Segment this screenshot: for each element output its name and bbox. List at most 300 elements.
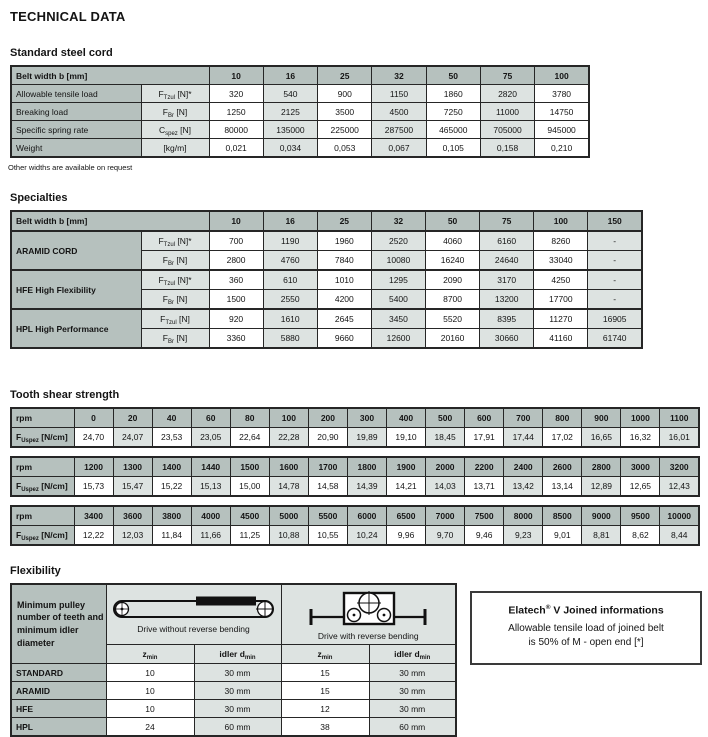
rpm-value: 20 bbox=[113, 408, 152, 428]
data-cell: 1960 bbox=[317, 231, 371, 251]
data-cell: 30 mm bbox=[369, 664, 456, 682]
data-cell: 30 mm bbox=[369, 682, 456, 700]
data-cell: 15,22 bbox=[152, 477, 191, 497]
rpm-value: 40 bbox=[152, 408, 191, 428]
data-cell: 13200 bbox=[480, 290, 534, 310]
data-cell: 4200 bbox=[317, 290, 371, 310]
data-cell: 3780 bbox=[535, 85, 589, 103]
data-cell: 12,03 bbox=[113, 526, 152, 546]
symbol-label: idler $d_{min}$ bbox=[219, 649, 256, 661]
subheader-cell bbox=[106, 645, 194, 664]
f-uspez-row bbox=[11, 428, 699, 448]
column-header: 16 bbox=[263, 66, 317, 85]
symbol-label: $z_{min}$ bbox=[317, 649, 333, 661]
row-label: Allowable tensile load bbox=[11, 85, 141, 103]
data-cell: 2550 bbox=[263, 290, 317, 310]
data-cell: 1610 bbox=[263, 309, 317, 329]
data-cell: 30 mm bbox=[194, 700, 281, 718]
row-label: Weight bbox=[11, 139, 141, 158]
subheader-cell bbox=[194, 645, 281, 664]
data-cell: 9,70 bbox=[426, 526, 465, 546]
data-cell: 14,58 bbox=[308, 477, 347, 497]
data-cell: 13,14 bbox=[543, 477, 582, 497]
rpm-value: 9000 bbox=[582, 506, 621, 526]
data-cell: 15,47 bbox=[113, 477, 152, 497]
row-label: HFE bbox=[11, 700, 106, 718]
data-cell: 0,067 bbox=[372, 139, 426, 158]
data-cell: 10 bbox=[106, 664, 194, 682]
rpm-value: 7000 bbox=[426, 506, 465, 526]
rpm-header-row bbox=[11, 506, 699, 526]
data-cell: 9,46 bbox=[465, 526, 504, 546]
data-cell: 5520 bbox=[426, 309, 480, 329]
data-cell: 22,28 bbox=[269, 428, 308, 448]
data-cell: 10,88 bbox=[269, 526, 308, 546]
symbol-cell bbox=[141, 231, 209, 251]
tooth-shear-table bbox=[10, 456, 700, 497]
data-cell: 11,25 bbox=[230, 526, 269, 546]
data-cell: 2820 bbox=[480, 85, 534, 103]
data-cell: 465000 bbox=[426, 121, 480, 139]
data-cell: 30660 bbox=[480, 329, 534, 349]
column-header: 10 bbox=[209, 211, 263, 231]
data-cell: 5880 bbox=[263, 329, 317, 349]
f-uspez-row bbox=[11, 526, 699, 546]
symbol-label: $F_{Tzul}$ [N]* bbox=[158, 236, 192, 248]
data-cell: 19,89 bbox=[347, 428, 386, 448]
data-cell: 14,78 bbox=[269, 477, 308, 497]
rpm-value: 800 bbox=[543, 408, 582, 428]
symbol-label: $F_{Br}$ [N] bbox=[162, 255, 188, 267]
data-cell: 12 bbox=[281, 700, 369, 718]
rpm-value: 3000 bbox=[621, 457, 660, 477]
data-cell: 16,65 bbox=[582, 428, 621, 448]
data-cell: 3450 bbox=[371, 309, 425, 329]
flexibility-table bbox=[10, 583, 457, 737]
flexibility-data-row bbox=[11, 682, 456, 700]
rpm-value: 1700 bbox=[308, 457, 347, 477]
flexibility-data-row bbox=[11, 700, 456, 718]
rpm-value: 1600 bbox=[269, 457, 308, 477]
registered-trademark-symbol: ® bbox=[545, 604, 551, 611]
data-cell: 4250 bbox=[534, 270, 588, 290]
column-header: 150 bbox=[588, 211, 642, 231]
drive-with-reverse-bending-icon bbox=[308, 589, 428, 629]
symbol-label: [kg/m] bbox=[163, 142, 187, 153]
header-row bbox=[11, 211, 642, 231]
symbol-label: idler $d_{min}$ bbox=[394, 649, 431, 661]
data-cell: - bbox=[588, 270, 642, 290]
data-cell: 360 bbox=[209, 270, 263, 290]
data-cell: 13,71 bbox=[465, 477, 504, 497]
rpm-value: 6500 bbox=[387, 506, 426, 526]
symbol-label: $F_{Br}$ [N] bbox=[162, 333, 188, 345]
data-cell: 1860 bbox=[426, 85, 480, 103]
data-cell: 33040 bbox=[534, 251, 588, 271]
rpm-value: 1000 bbox=[621, 408, 660, 428]
rpm-value: 4500 bbox=[230, 506, 269, 526]
data-cell: 20,90 bbox=[308, 428, 347, 448]
data-cell: 41160 bbox=[534, 329, 588, 349]
joined-box-line2: is 50% of M - open end [*] bbox=[528, 636, 644, 648]
drive-without-reverse-bending-icon bbox=[111, 596, 276, 622]
belt-width-corner-label: Belt width b [mm] bbox=[11, 66, 209, 85]
data-cell: 9,96 bbox=[387, 526, 426, 546]
symbol-cell bbox=[141, 309, 209, 329]
rpm-label: rpm bbox=[11, 506, 74, 526]
page-title: TECHNICAL DATA bbox=[10, 9, 126, 24]
brand-name: Elatech bbox=[508, 604, 546, 617]
data-cell: 2520 bbox=[371, 231, 425, 251]
data-cell: 1150 bbox=[372, 85, 426, 103]
subheader-cell bbox=[281, 645, 369, 664]
data-cell: 9,01 bbox=[543, 526, 582, 546]
data-cell: 0,158 bbox=[480, 139, 534, 158]
data-cell: 1500 bbox=[209, 290, 263, 310]
group-label: ARAMID CORD bbox=[11, 231, 141, 270]
column-header: 75 bbox=[480, 66, 534, 85]
data-cell: - bbox=[588, 290, 642, 310]
rpm-value: 100 bbox=[269, 408, 308, 428]
data-cell: 17,02 bbox=[543, 428, 582, 448]
data-cell: 80000 bbox=[209, 121, 263, 139]
row-label: STANDARD bbox=[11, 664, 106, 682]
rpm-value: 5500 bbox=[308, 506, 347, 526]
rpm-value: 2000 bbox=[426, 457, 465, 477]
rpm-value: 1400 bbox=[152, 457, 191, 477]
data-cell: 15,13 bbox=[191, 477, 230, 497]
column-header: 32 bbox=[371, 211, 425, 231]
data-cell: 920 bbox=[209, 309, 263, 329]
rpm-value: 700 bbox=[504, 408, 543, 428]
rpm-value: 2400 bbox=[504, 457, 543, 477]
data-cell: 20160 bbox=[426, 329, 480, 349]
data-cell: 7250 bbox=[426, 103, 480, 121]
specialties-table bbox=[10, 210, 643, 349]
data-cell: 0,053 bbox=[318, 139, 372, 158]
flexibility-header-row bbox=[11, 584, 456, 645]
rpm-value: 3800 bbox=[152, 506, 191, 526]
flexibility-data-row bbox=[11, 664, 456, 682]
symbol-cell bbox=[141, 139, 209, 158]
data-cell: 4060 bbox=[426, 231, 480, 251]
rpm-value: 0 bbox=[74, 408, 113, 428]
data-cell: 12,65 bbox=[621, 477, 660, 497]
data-cell: 287500 bbox=[372, 121, 426, 139]
rpm-header-row bbox=[11, 408, 699, 428]
data-cell: 0,105 bbox=[426, 139, 480, 158]
data-cell: 24 bbox=[106, 718, 194, 737]
data-cell: 4760 bbox=[263, 251, 317, 271]
rpm-value: 500 bbox=[426, 408, 465, 428]
rpm-value: 8500 bbox=[543, 506, 582, 526]
data-cell: 7840 bbox=[317, 251, 371, 271]
column-header: 75 bbox=[480, 211, 534, 231]
rpm-value: 2200 bbox=[465, 457, 504, 477]
drive-with-reverse-bending-cell bbox=[281, 584, 456, 645]
data-cell: 23,05 bbox=[191, 428, 230, 448]
data-cell: 17,91 bbox=[465, 428, 504, 448]
data-cell: 4500 bbox=[372, 103, 426, 121]
data-cell: 10,55 bbox=[308, 526, 347, 546]
data-cell: 30 mm bbox=[194, 682, 281, 700]
tooth-shear-tables-container bbox=[0, 407, 708, 546]
rpm-value: 80 bbox=[230, 408, 269, 428]
f-uspez-label bbox=[11, 428, 74, 448]
column-header: 100 bbox=[534, 211, 588, 231]
rpm-value: 400 bbox=[387, 408, 426, 428]
rpm-value: 200 bbox=[308, 408, 347, 428]
flexibility-data-row bbox=[11, 718, 456, 737]
symbol-label: $C_{spez}$ [N] bbox=[158, 124, 192, 137]
symbol-label: $F_{Uspez}$ [N/cm] bbox=[16, 530, 68, 542]
data-cell: 12600 bbox=[371, 329, 425, 349]
data-cell: 0,021 bbox=[209, 139, 263, 158]
joined-box-title-rest: V Joined informations bbox=[550, 604, 664, 617]
data-cell: 3170 bbox=[480, 270, 534, 290]
data-cell: 0,034 bbox=[263, 139, 317, 158]
data-cell: 12,22 bbox=[74, 526, 113, 546]
rpm-header-row bbox=[11, 457, 699, 477]
rpm-value: 60 bbox=[191, 408, 230, 428]
data-cell: 8260 bbox=[534, 231, 588, 251]
data-cell: 23,53 bbox=[152, 428, 191, 448]
data-cell: 705000 bbox=[480, 121, 534, 139]
data-cell: 320 bbox=[209, 85, 263, 103]
column-header: 50 bbox=[426, 211, 480, 231]
data-cell: 12,89 bbox=[582, 477, 621, 497]
symbol-cell bbox=[141, 121, 209, 139]
data-cell: 24,07 bbox=[113, 428, 152, 448]
rpm-value: 2600 bbox=[543, 457, 582, 477]
rpm-label: rpm bbox=[11, 457, 74, 477]
section-title-specialties: Specialties bbox=[10, 192, 68, 204]
symbol-label: $z_{min}$ bbox=[142, 649, 158, 661]
data-cell: 700 bbox=[209, 231, 263, 251]
header-row bbox=[11, 66, 589, 85]
data-cell: 17,44 bbox=[504, 428, 543, 448]
table-row bbox=[11, 121, 589, 139]
row-label: Breaking load bbox=[11, 103, 141, 121]
data-cell: 0,210 bbox=[535, 139, 589, 158]
symbol-label: $F_{Tzul}$ [N]* bbox=[158, 275, 192, 287]
column-header: 100 bbox=[535, 66, 589, 85]
symbol-label: $F_{Br}$ [N] bbox=[162, 294, 188, 306]
column-header: 10 bbox=[209, 66, 263, 85]
joined-informations-box bbox=[470, 591, 702, 665]
symbol-cell bbox=[141, 329, 209, 349]
data-cell: 3500 bbox=[318, 103, 372, 121]
data-cell: 14,03 bbox=[426, 477, 465, 497]
symbol-cell bbox=[141, 251, 209, 271]
data-cell: 8700 bbox=[426, 290, 480, 310]
joined-box-title bbox=[476, 604, 696, 617]
symbol-label: $F_{Tzul}$ [N] bbox=[160, 314, 190, 326]
data-cell: 2645 bbox=[317, 309, 371, 329]
data-cell: 11,84 bbox=[152, 526, 191, 546]
section-title-tooth-shear-strength: Tooth shear strength bbox=[10, 389, 120, 401]
rpm-value: 1300 bbox=[113, 457, 152, 477]
rpm-value: 1900 bbox=[387, 457, 426, 477]
data-cell: 14750 bbox=[535, 103, 589, 121]
data-cell: 1190 bbox=[263, 231, 317, 251]
f-uspez-label bbox=[11, 477, 74, 497]
data-cell: 6160 bbox=[480, 231, 534, 251]
rpm-value: 8000 bbox=[504, 506, 543, 526]
data-cell: 8,62 bbox=[621, 526, 660, 546]
data-cell: 2125 bbox=[263, 103, 317, 121]
rpm-value: 5000 bbox=[269, 506, 308, 526]
data-cell: 2090 bbox=[426, 270, 480, 290]
data-cell: 15 bbox=[281, 664, 369, 682]
tooth-shear-table bbox=[10, 407, 700, 448]
rpm-value: 1440 bbox=[191, 457, 230, 477]
rpm-value: 1500 bbox=[230, 457, 269, 477]
table-row bbox=[11, 139, 589, 158]
data-cell: 610 bbox=[263, 270, 317, 290]
rpm-value: 4000 bbox=[191, 506, 230, 526]
data-cell: 16,01 bbox=[660, 428, 699, 448]
row-label: ARAMID bbox=[11, 682, 106, 700]
data-cell: 10 bbox=[106, 700, 194, 718]
f-uspez-row bbox=[11, 477, 699, 497]
diagram-caption-without-reverse-bending: Drive without reverse bending bbox=[137, 624, 250, 634]
table-row bbox=[11, 103, 589, 121]
standard-steel-cord-table bbox=[10, 65, 590, 158]
data-cell: 11,66 bbox=[191, 526, 230, 546]
rpm-value: 10000 bbox=[660, 506, 699, 526]
data-cell: 38 bbox=[281, 718, 369, 737]
data-cell: 16,32 bbox=[621, 428, 660, 448]
flexibility-row bbox=[0, 583, 708, 737]
column-header: 50 bbox=[426, 66, 480, 85]
data-cell: 945000 bbox=[535, 121, 589, 139]
rpm-value: 6000 bbox=[347, 506, 386, 526]
belt-width-corner-label: Belt width b [mm] bbox=[11, 211, 209, 231]
data-cell: 540 bbox=[263, 85, 317, 103]
rpm-value: 3200 bbox=[660, 457, 699, 477]
rpm-value: 7500 bbox=[465, 506, 504, 526]
data-cell: 14,21 bbox=[387, 477, 426, 497]
data-cell: 17700 bbox=[534, 290, 588, 310]
data-cell: 2800 bbox=[209, 251, 263, 271]
group-label: HPL High Performance bbox=[11, 309, 141, 348]
data-cell: 14,39 bbox=[347, 477, 386, 497]
rpm-value: 300 bbox=[347, 408, 386, 428]
data-cell: 9660 bbox=[317, 329, 371, 349]
data-cell: 22,64 bbox=[230, 428, 269, 448]
data-cell: 15,73 bbox=[74, 477, 113, 497]
table-row bbox=[11, 309, 642, 329]
joined-box-line1: Allowable tensile load of joined belt bbox=[508, 622, 664, 634]
rpm-value: 900 bbox=[582, 408, 621, 428]
symbol-label: $F_{Uspez}$ [N/cm] bbox=[16, 432, 68, 444]
diagram-caption-with-reverse-bending: Drive with reverse bending bbox=[317, 631, 419, 641]
data-cell: 60 mm bbox=[369, 718, 456, 737]
f-uspez-label bbox=[11, 526, 74, 546]
data-cell: 15,00 bbox=[230, 477, 269, 497]
data-cell: 1010 bbox=[317, 270, 371, 290]
data-cell: - bbox=[588, 231, 642, 251]
data-cell: 13,42 bbox=[504, 477, 543, 497]
drive-without-reverse-bending-cell bbox=[106, 584, 281, 645]
data-cell: 1250 bbox=[209, 103, 263, 121]
data-cell: 900 bbox=[318, 85, 372, 103]
data-cell: - bbox=[588, 251, 642, 271]
data-cell: 24640 bbox=[480, 251, 534, 271]
data-cell: 18,45 bbox=[426, 428, 465, 448]
data-cell: 16240 bbox=[426, 251, 480, 271]
rpm-value: 2800 bbox=[582, 457, 621, 477]
group-label: HFE High Flexibility bbox=[11, 270, 141, 309]
rpm-value: 600 bbox=[465, 408, 504, 428]
rpm-value: 9500 bbox=[621, 506, 660, 526]
data-cell: 30 mm bbox=[194, 664, 281, 682]
table-row bbox=[11, 85, 589, 103]
subheader-cell bbox=[369, 645, 456, 664]
data-cell: 15 bbox=[281, 682, 369, 700]
data-cell: 11000 bbox=[480, 103, 534, 121]
data-cell: 5400 bbox=[371, 290, 425, 310]
symbol-cell bbox=[141, 270, 209, 290]
data-cell: 10080 bbox=[371, 251, 425, 271]
data-cell: 1295 bbox=[371, 270, 425, 290]
symbol-label: $F_{Tzul}$ [N]* bbox=[158, 88, 192, 101]
rpm-value: 3400 bbox=[74, 506, 113, 526]
data-cell: 16905 bbox=[588, 309, 642, 329]
flexibility-corner-label: Minimum pulley number of teeth and minimum idler diameter bbox=[11, 584, 106, 664]
symbol-cell bbox=[141, 103, 209, 121]
data-cell: 11270 bbox=[534, 309, 588, 329]
column-header: 16 bbox=[263, 211, 317, 231]
data-cell: 24,70 bbox=[74, 428, 113, 448]
data-cell: 8,81 bbox=[582, 526, 621, 546]
data-cell: 10 bbox=[106, 682, 194, 700]
column-header: 25 bbox=[317, 211, 371, 231]
rpm-value: 3600 bbox=[113, 506, 152, 526]
data-cell: 12,43 bbox=[660, 477, 699, 497]
column-header: 32 bbox=[372, 66, 426, 85]
data-cell: 9,23 bbox=[504, 526, 543, 546]
data-cell: 3360 bbox=[209, 329, 263, 349]
data-cell: 8395 bbox=[480, 309, 534, 329]
data-cell: 30 mm bbox=[369, 700, 456, 718]
rpm-value: 1200 bbox=[74, 457, 113, 477]
section-title-flexibility: Flexibility bbox=[10, 565, 61, 577]
rpm-value: 1800 bbox=[347, 457, 386, 477]
rpm-value: 1100 bbox=[660, 408, 699, 428]
other-widths-note: Other widths are available on request bbox=[8, 163, 133, 172]
data-cell: 19,10 bbox=[387, 428, 426, 448]
data-cell: 225000 bbox=[318, 121, 372, 139]
symbol-label: $F_{Br}$ [N] bbox=[162, 106, 188, 119]
tooth-shear-table bbox=[10, 505, 700, 546]
data-cell: 10,24 bbox=[347, 526, 386, 546]
data-cell: 8,44 bbox=[660, 526, 699, 546]
symbol-cell bbox=[141, 290, 209, 310]
column-header: 25 bbox=[318, 66, 372, 85]
symbol-label: $F_{Uspez}$ [N/cm] bbox=[16, 481, 68, 493]
row-label: HPL bbox=[11, 718, 106, 737]
table-row bbox=[11, 270, 642, 290]
table-row bbox=[11, 231, 642, 251]
data-cell: 60 mm bbox=[194, 718, 281, 737]
data-cell: 61740 bbox=[588, 329, 642, 349]
section-title-standard-steel-cord: Standard steel cord bbox=[10, 47, 113, 59]
data-cell: 135000 bbox=[263, 121, 317, 139]
row-label: Specific spring rate bbox=[11, 121, 141, 139]
rpm-label: rpm bbox=[11, 408, 74, 428]
